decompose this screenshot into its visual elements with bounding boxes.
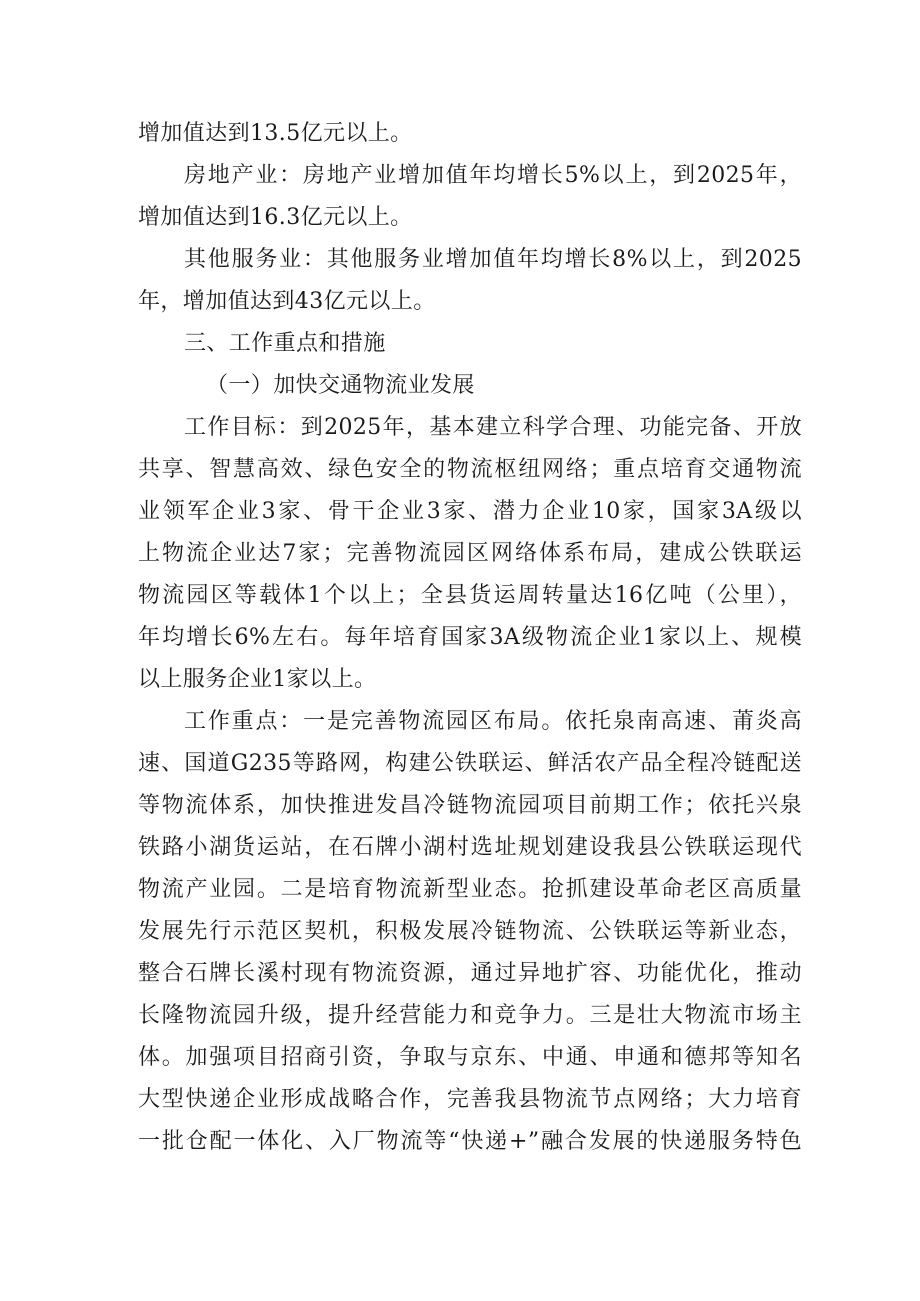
paragraph-line: 一批仓配一体化、入厂物流等“快递+”融合发展的快递服务特色 xyxy=(138,1129,802,1154)
paragraph-line: 增加值达到13.5亿元以上。 xyxy=(138,121,413,146)
paragraph-line: 上物流企业达7家；完善物流园区网络体系布局，建成公铁联运 xyxy=(138,541,802,566)
paragraph-line: 发展先行示范区契机，积极发展冷链物流、公铁联运等新业态， xyxy=(138,919,802,944)
paragraph-line: 大型快递企业形成战略合作，完善我县物流节点网络；大力培育 xyxy=(138,1087,802,1112)
paragraph-line: 物流产业园。二是培育物流新型业态。抢抓建设革命老区高质量 xyxy=(138,877,802,902)
paragraph-line: 年均增长6%左右。每年培育国家3A级物流企业1家以上、规模 xyxy=(138,625,802,650)
paragraph-line: 业领军企业3家、骨干企业3家、潜力企业10家，国家3A级以 xyxy=(138,499,802,524)
paragraph-line: 工作重点：一是完善物流园区布局。依托泉南高速、莆炎高 xyxy=(184,709,802,734)
paragraph-line: 增加值达到16.3亿元以上。 xyxy=(138,205,413,230)
paragraph-line: 以上服务企业1家以上。 xyxy=(138,667,377,692)
paragraph-line: 年，增加值达到43亿元以上。 xyxy=(138,289,436,314)
paragraph-line: 工作目标：到2025年，基本建立科学合理、功能完备、开放 xyxy=(184,415,802,440)
paragraph-line: 速、国道G235等路网，构建公铁联运、鲜活农产品全程冷链配送 xyxy=(138,751,802,776)
paragraph-line: 体。加强项目招商引资，争取与京东、中通、申通和德邦等知名 xyxy=(138,1045,802,1070)
paragraph-line: 其他服务业：其他服务业增加值年均增长8%以上，到2025 xyxy=(184,247,802,272)
paragraph-line: 物流园区等载体1个以上；全县货运周转量达16亿吨（公里）， xyxy=(138,583,802,608)
paragraph-line: 房地产业：房地产业增加值年均增长5%以上，到2025年， xyxy=(184,163,802,188)
subsection-heading: （一）加快交通物流业发展 xyxy=(206,373,475,398)
paragraph-line: 等物流体系，加快推进发昌冷链物流园项目前期工作；依托兴泉 xyxy=(138,793,802,818)
paragraph-line: 整合石牌长溪村现有物流资源，通过异地扩容、功能优化，推动 xyxy=(138,961,802,986)
paragraph-line: 长隆物流园升级，提升经营能力和竞争力。三是壮大物流市场主 xyxy=(138,1003,802,1028)
paragraph-line: 共享、智慧高效、绿色安全的物流枢纽网络；重点培育交通物流 xyxy=(138,457,802,482)
section-heading: 三、工作重点和措施 xyxy=(184,331,386,356)
paragraph-line: 铁路小湖货运站，在石牌小湖村选址规划建设我县公铁联运现代 xyxy=(138,835,802,860)
